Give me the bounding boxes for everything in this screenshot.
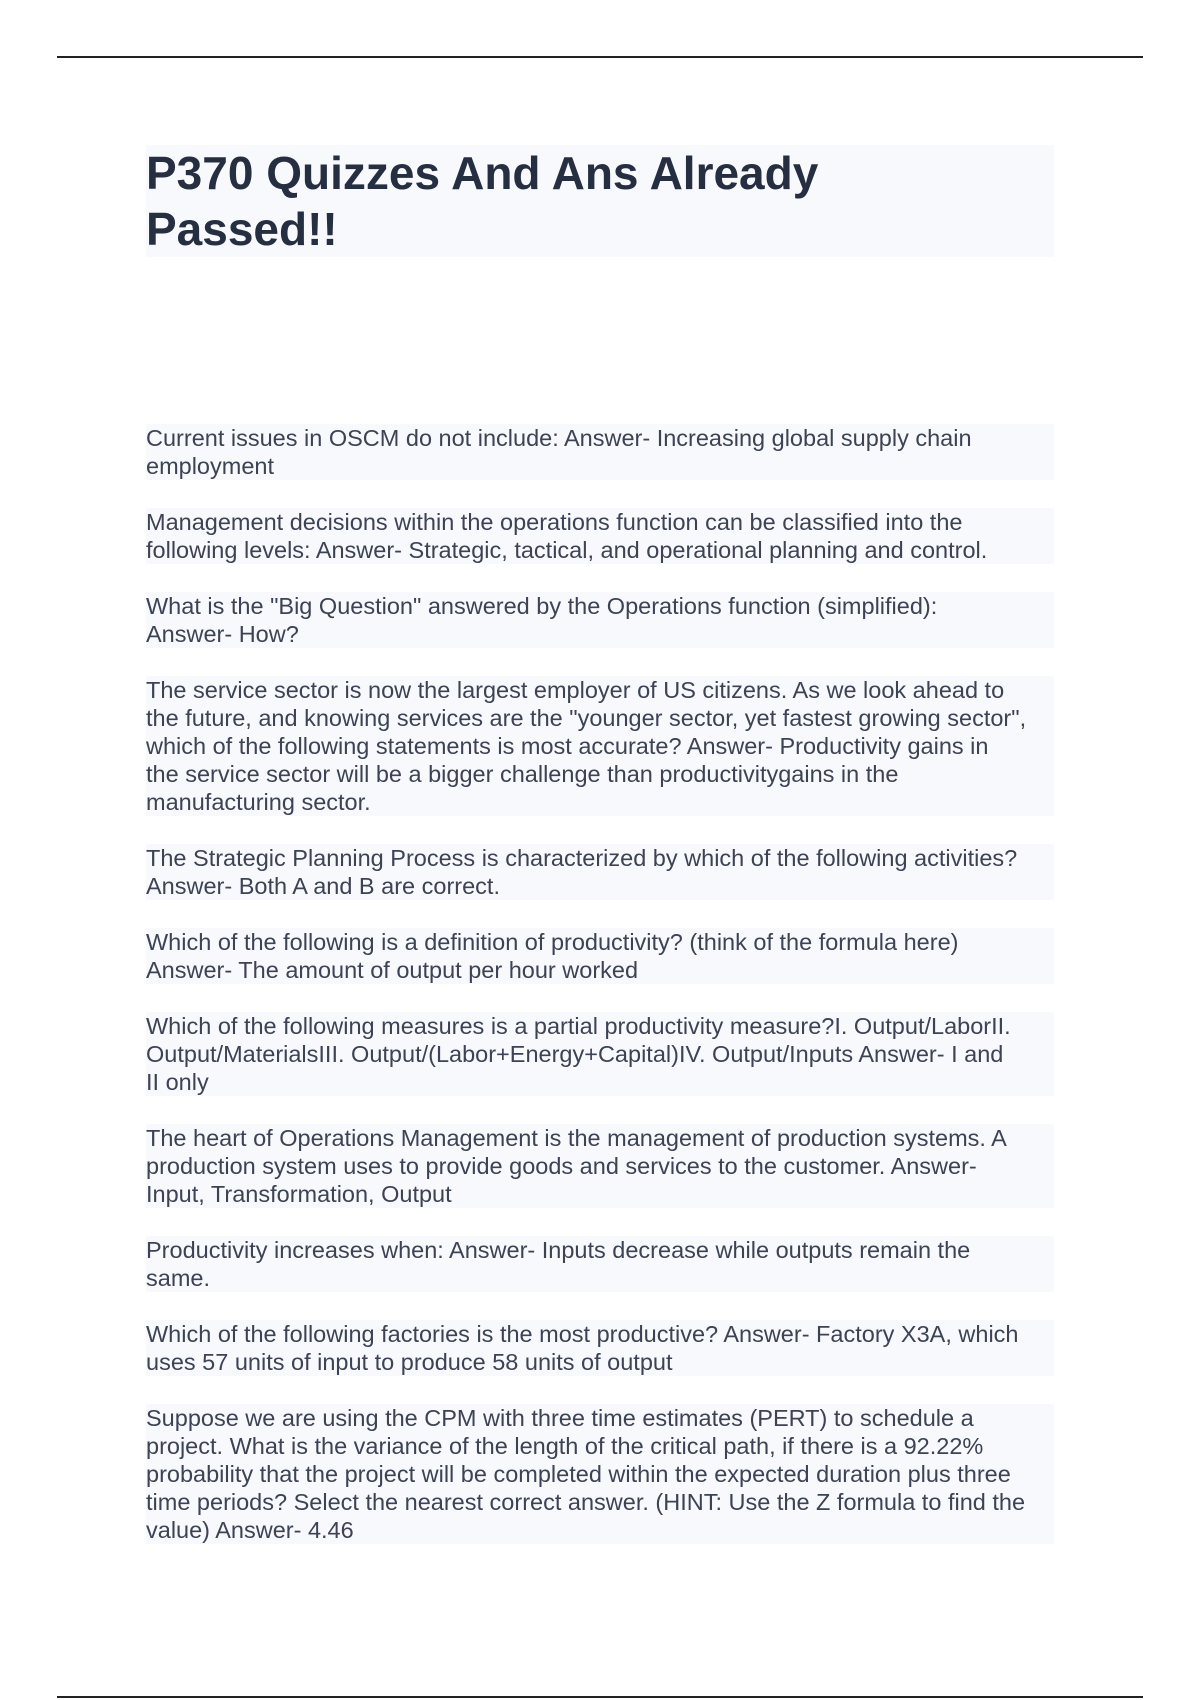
qa-item: The Strategic Planning Process is characterized by which of the following activities? Answer- Both A and B are correct.: [146, 844, 1054, 900]
qa-item: Suppose we are using the CPM with three time estimates (PERT) to schedule a project. What is the variance of the length of the critical path, if there is a 92.22% probability that the project will be completed within the expected duration plus three time periods? Select the nearest correct answer. (HINT: Use the Z formula to find the value) Answer- 4.46: [146, 1404, 1054, 1544]
qa-item: Management decisions within the operations function can be classified into the following levels: Answer- Strategic, tactical, and operational planning and control.: [146, 508, 1054, 564]
qa-item: Which of the following factories is the most productive? Answer- Factory X3A, which uses 57 units of input to produce 58 units of output: [146, 1320, 1054, 1376]
bottom-rule: [57, 1696, 1143, 1698]
qa-item: Which of the following is a definition of productivity? (think of the formula here) Answer- The amount of output per hour worked: [146, 928, 1054, 984]
page-title: P370 Quizzes And Ans Already Passed!!: [146, 147, 819, 255]
top-rule: [57, 56, 1143, 58]
title-block: [146, 145, 1054, 257]
qa-item: Which of the following measures is a partial productivity measure?I. Output/LaborII. Output/MaterialsIII. Output/(Labor+Energy+Capital)IV. Output/Inputs Answer- I and II only: [146, 1012, 1054, 1096]
qa-item: The service sector is now the largest employer of US citizens. As we look ahead to the future, and knowing services are the "younger sector, yet fastest growing sector", which of the following statements is most accurate? Answer- Productivity gains in the service sector will be a bigger challenge than productivitygains in the manufacturing sector.: [146, 676, 1054, 816]
qa-item: Productivity increases when: Answer- Inputs decrease while outputs remain the same.: [146, 1236, 1054, 1292]
qa-item: Current issues in OSCM do not include: Answer- Increasing global supply chain employment: [146, 424, 1054, 480]
qa-item: What is the "Big Question" answered by the Operations function (simplified): Answer- How?: [146, 592, 1054, 648]
qa-list: [146, 424, 1054, 1572]
qa-item: The heart of Operations Management is the management of production systems. A production system uses to provide goods and services to the customer. Answer- Input, Transformation, Output: [146, 1124, 1054, 1208]
